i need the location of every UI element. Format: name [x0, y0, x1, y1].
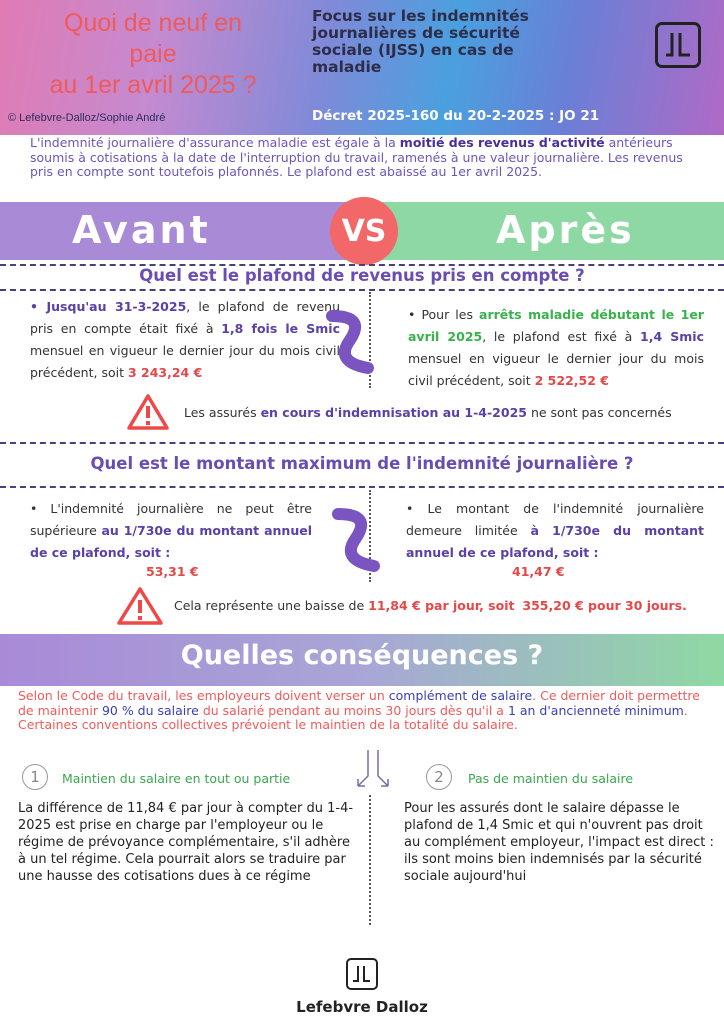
section-divider: [0, 442, 724, 444]
option-1-heading: Maintien du salaire en tout ou partie: [62, 771, 291, 786]
focus-line-1: Focus sur les indemnités: [312, 7, 529, 25]
split-arrows-icon: [346, 748, 400, 790]
focus-line-3: sociale (IJSS) en cas de: [312, 41, 514, 59]
column-separator: [369, 795, 371, 925]
vs-badge: VS: [330, 197, 398, 265]
focus-line-4: maladie: [312, 58, 382, 76]
after-plafond-text: • Pour les arrêts maladie débutant le 1er avril 2025, le plafond est fixé à 1,4 Smic mensuel en vigueur le dernier jour du mois civil précédent, soit 2 522,52 €: [408, 307, 705, 388]
option-2-number: 2: [426, 764, 452, 790]
warning-not-concerned: Les assurés en cours d'indemnisation au 1-4-2025 ne sont pas concernés: [184, 405, 672, 420]
footer-brand: Lefebvre Dalloz: [296, 998, 428, 1016]
after-indemnite-text: • Le montant de l'indemnité journalière demeure limitée à 1/730e du montant annuel de ce plafond, soit :: [406, 501, 705, 560]
lefebvre-dalloz-logo-icon: [655, 22, 701, 68]
footer-logo-icon: [346, 958, 378, 990]
title-line-1: Quoi de neuf en: [64, 9, 242, 37]
before-indemnite-amount: 53,31 €: [146, 564, 199, 579]
focus-heading: [312, 8, 612, 76]
warning-icon: [116, 586, 164, 626]
after-indemnite-amount: 41,47 €: [512, 564, 565, 579]
option-2-text: Pour les assurés dont le salaire dépasse le plafond de 1,4 Smic et qui n'ouvrent pas droit au complément employeur, l'impact est direct : ils sont moins bien indemnisés par la sécurité sociale aujourd'hui: [404, 801, 714, 884]
section-divider: [0, 486, 724, 488]
apres-label: Après: [496, 208, 635, 252]
page-title: [12, 8, 294, 101]
section-divider: [0, 289, 724, 291]
code-du-travail-paragraph: Selon le Code du travail, les employeurs doivent verser un complément de salaire. Ce dernier doit permettre de maintenir 90 % du salaire du salarié pendant au moins 30 jours dès qu'il a 1 an d'ancienneté minimum. Certaines conventions collectives prévoient le maintien de la totalité du salaire.: [18, 688, 700, 732]
before-indemnite-text: • L'indemnité journalière ne peut être supérieure au 1/730e du montant annuel de ce plafond, soit :: [30, 501, 312, 560]
question-plafond: Quel est le plafond de revenus pris en compte ?: [139, 266, 585, 285]
intro-paragraph: L'indemnité journalière d'assurance maladie est égale à la moitié des revenus d'activité antérieurs soumis à cotisations à la date de l'interruption du travail, ramenés à une valeur journalière. Les revenus pris en compte sont toutefois plafonnés. Le plafond est abaissé au 1er avril 2025.: [30, 135, 683, 179]
before-plafond-text: • Jusqu'au 31-3-2025, le plafond de revenu pris en compte était fixé à 1,8 fois le Smic mensuel en vigueur le dernier jour du mois civil précédent, soit 3 243,24 €: [30, 299, 340, 380]
option-1-text: La différence de 11,84 € par jour à compter du 1-4-2025 est prise en charge par l'employeur ou le régime de prévoyance complémentaire, s'il adhère à un tel régime. Cela pourrait alors se traduire par une hausse des cotisations dues à ce régime: [18, 801, 354, 884]
warning-drop: Cela représente une baisse de 11,84 € par jour, soit 355,20 € pour 30 jours.: [174, 598, 687, 613]
avant-label: Avant: [72, 208, 211, 252]
warning-icon: [126, 393, 170, 431]
consequences-title: Quelles conséquences ?: [180, 640, 544, 671]
option-2-heading: Pas de maintien du salaire: [468, 771, 634, 786]
question-montant-maximum: Quel est le montant maximum de l'indemnité journalière ?: [90, 454, 634, 473]
title-line-2: paie: [129, 40, 177, 68]
option-1-number: 1: [22, 764, 48, 790]
focus-line-2: journalières de sécurité: [312, 24, 520, 42]
title-line-3: au 1er avril 2025 ?: [49, 71, 257, 99]
transition-arrow-icon: [332, 508, 380, 574]
transition-arrow-icon: [326, 310, 374, 376]
decree-reference: Décret 2025-160 du 20-2-2025 : JO 21: [312, 108, 600, 124]
photo-credit: © Lefebvre-Dalloz/Sophie André: [8, 112, 166, 124]
